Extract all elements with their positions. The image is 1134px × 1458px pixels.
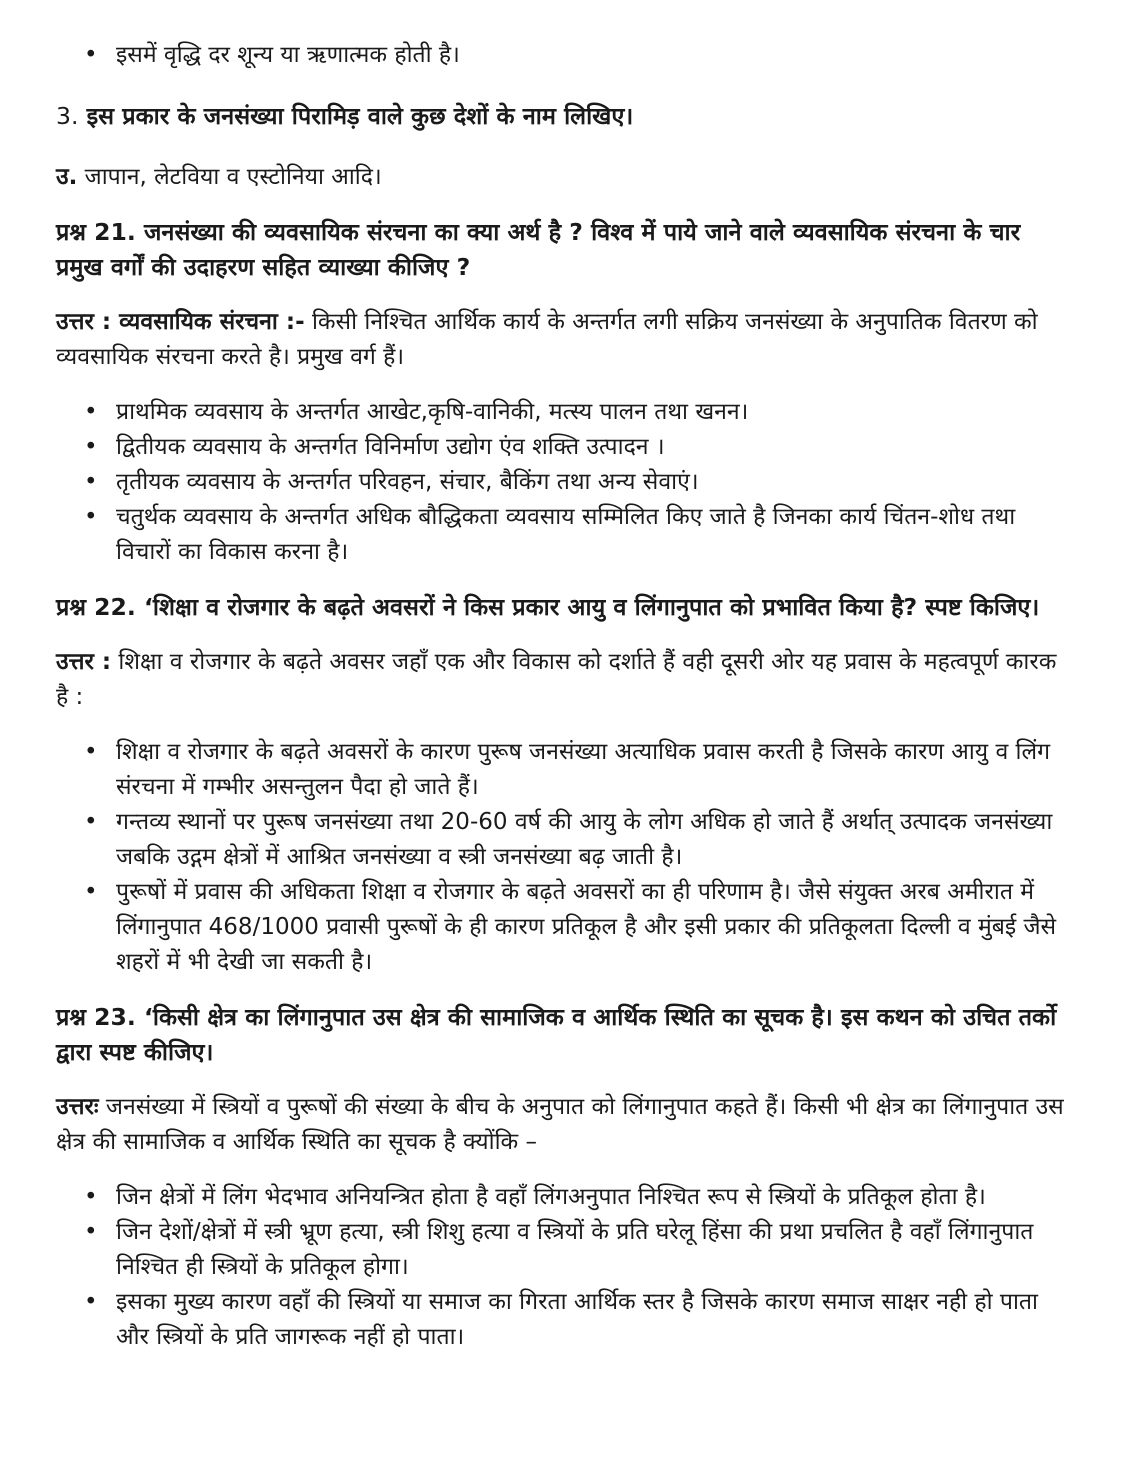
answer-label: उत्तर : व्यवसायिक संरचना :- — [56, 309, 305, 335]
sub-question-3 — [56, 99, 1074, 134]
q23-bullet-list — [56, 1180, 1074, 1355]
answer-text: किसी निश्चित आर्थिक कार्य के अन्तर्गत लगी सक्रिय जनसंख्या के अनुपातिक वितरण को व्यवसायिक संरचना करते है। प्रमुख वर्ग हैं। — [56, 309, 1038, 370]
sub-answer-3 — [56, 160, 1074, 195]
q22-bullet-list — [56, 735, 1074, 980]
sub-question-number: 3. — [56, 102, 79, 130]
list-item: • प्राथमिक व्यवसाय के अन्तर्गत आखेट,कृषि-वानिकी, मत्स्य पालन तथा खनन। — [56, 395, 1074, 430]
list-item: • पुरूषों में प्रवास की अधिकता शिक्षा व रोजगार के बढ़ते अवसरों का ही परिणाम है। जैसे संयुक्त अरब अमीरात में लिंगानुपात 468/1000 प्रवासी पुरूषों के ही कारण प्रतिकूल है और इसी प्रकार की प्रतिकूलता दिल्ली व मुंबई जैसे शहरों में भी देखी जा सकती है। — [56, 875, 1074, 980]
list-item: • जिन देशों/क्षेत्रों में स्त्री भ्रूण हत्या, स्त्री शिशु हत्या व स्त्रियों के प्रति घरेलू हिंसा की प्रथा प्रचलित है वहाँ लिंगानुपात निश्चित ही स्त्रियों के प्रतिकूल होगा। — [56, 1215, 1074, 1285]
question-23: प्रश्न 23. ‘किसी क्षेत्र का लिंगानुपात उस क्षेत्र की सामाजिक व आर्थिक स्थिति का सूचक है। इस कथन को उचित तर्को द्वारा स्पष्ट कीजिए। — [56, 1003, 1057, 1066]
sub-question-text: इस प्रकार के जनसंख्या पिरामिड़ वाले कुछ देशों के नाम लिखिए। — [86, 102, 634, 130]
answer-text: जापान, लेटविया व एस्टोनिया आदि। — [84, 164, 382, 190]
top-bullet-list — [56, 38, 1074, 73]
answer-label: उ. — [56, 164, 78, 190]
list-item: • चतुर्थक व्यवसाय के अन्तर्गत अधिक बौद्धिकता व्यवसाय सम्मिलित किए जाते है जिनका कार्य चिंतन-शोध तथा विचारों का विकास करना है। — [56, 500, 1074, 570]
q21-bullet-list — [56, 395, 1074, 570]
answer-text: शिक्षा व रोजगार के बढ़ते अवसर जहाँ एक और विकास को दर्शाते हैं वही दूसरी ओर यह प्रवास के महत्वपूर्ण कारक है : — [56, 649, 1057, 710]
list-item: • जिन क्षेत्रों में लिंग भेदभाव अनियन्त्रित होता है वहाँ लिंगअनुपात निश्चित रूप से स्त्रियों के प्रतिकूल होता है। — [56, 1180, 1074, 1215]
list-item: • गन्तव्य स्थानों पर पुरूष जनसंख्या तथा 20-60 वर्ष की आयु के लोग अधिक हो जाते हैं अर्थात् उत्पादक जनसंख्या जबकि उद्गम क्षेत्रों में आश्रित जनसंख्या व स्त्री जनसंख्या बढ़ जाती है। — [56, 805, 1074, 875]
question-22: प्रश्न 22. ‘शिक्षा व रोजगार के बढ़ते अवसरों ने किस प्रकार आयु व लिंगानुपात को प्रभावित किया है? स्पष्ट किजिए। — [56, 593, 1040, 621]
list-item: • इसका मुख्य कारण वहाँ की स्त्रियों या समाज का गिरता आर्थिक स्तर है जिसके कारण समाज साक्षर नही हो पाता और स्त्रियों के प्रति जागरूक नहीं हो पाता। — [56, 1285, 1074, 1355]
list-item: • द्वितीयक व्यवसाय के अन्तर्गत विनिर्माण उद्योग एंव शक्ति उत्पादन । — [56, 430, 1074, 465]
answer-23 — [56, 1090, 1074, 1160]
answer-label: उत्तरः — [56, 1094, 99, 1120]
list-item: • तृतीयक व्यवसाय के अन्तर्गत परिवहन, संचार, बैकिंग तथा अन्य सेवाएं। — [56, 465, 1074, 500]
answer-label: उत्तर : — [56, 649, 112, 675]
answer-21 — [56, 305, 1074, 375]
answer-text: जनसंख्या में स्त्रियों व पुरूषों की संख्या के बीच के अनुपात को लिंगानुपात कहते हैं। किसी भी क्षेत्र का लिंगानुपात उस क्षेत्र की सामाजिक व आर्थिक स्थिति का सूचक है क्योंकि – — [56, 1094, 1064, 1155]
list-item: • शिक्षा व रोजगार के बढ़ते अवसरों के कारण पुरूष जनसंख्या अत्याधिक प्रवास करती है जिसके कारण आयु व लिंग संरचना में गम्भीर असन्तुलन पैदा हो जाते हैं। — [56, 735, 1074, 805]
list-item: • इसमें वृद्धि दर शून्य या ऋणात्मक होती है। — [56, 38, 1074, 73]
answer-22 — [56, 645, 1074, 715]
question-21: प्रश्न 21. जनसंख्या की व्यवसायिक संरचना का क्या अर्थ है ? विश्व में पाये जाने वाले व्यवसायिक संरचना के चार प्रमुख वर्गों की उदाहरण सहित व्याख्या कीजिए ? — [56, 218, 1021, 281]
